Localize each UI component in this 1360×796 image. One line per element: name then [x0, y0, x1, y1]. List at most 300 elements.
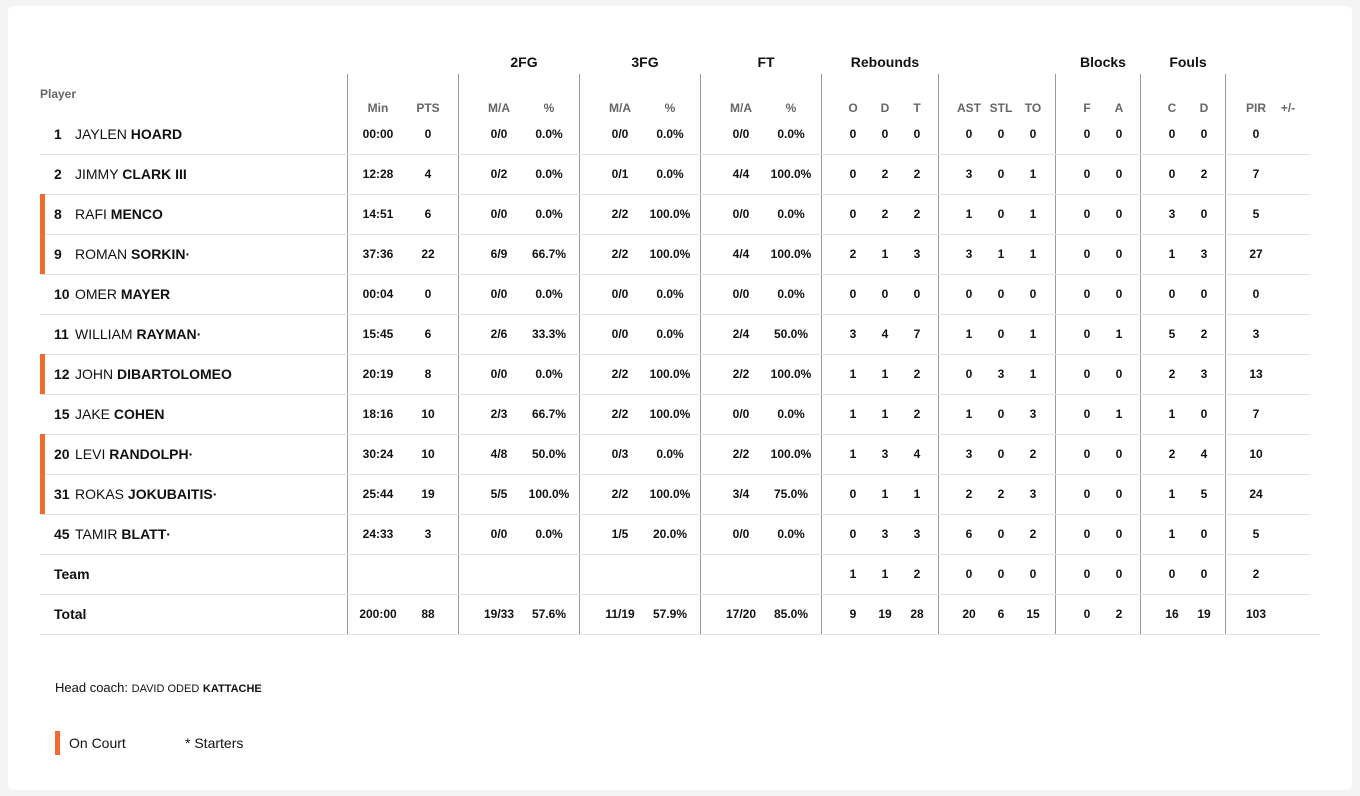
stat-cell: 1: [1115, 407, 1123, 421]
stat-cell: 20:19: [362, 367, 394, 381]
stat-cell: 20.0%: [652, 527, 688, 541]
column-header: TO: [1024, 101, 1042, 115]
stat-cell: 100.0%: [649, 487, 691, 501]
stat-cell: 11/19: [605, 607, 635, 621]
stat-cell: 2: [913, 167, 921, 181]
stat-cell: 1: [849, 407, 857, 421]
column-header: %: [543, 101, 555, 115]
stat-cell: 0/2: [490, 167, 508, 181]
stat-cell: 5: [1252, 207, 1260, 221]
stat-cell: 100.0%: [770, 447, 812, 461]
player-first-name: WILLIAM: [75, 326, 133, 342]
stat-cell: 103: [1245, 607, 1267, 621]
stat-cell: 2/2: [611, 487, 629, 501]
stat-cell: 0: [1115, 287, 1123, 301]
stat-cell: 12:28: [362, 167, 394, 181]
stat-cell: 4: [913, 447, 921, 461]
stat-cell: 0: [913, 287, 921, 301]
player-last-name: CLARK III: [122, 166, 187, 182]
stat-cell: 0.0%: [656, 287, 684, 301]
stat-cell: 2/2: [732, 447, 750, 461]
stat-cell: 2: [1029, 447, 1037, 461]
stat-cell: 7: [913, 327, 921, 341]
stat-cell: 1: [1029, 327, 1037, 341]
stat-cell: 2: [997, 487, 1005, 501]
stat-cell: 0: [1200, 127, 1208, 141]
stat-cell: 0/0: [490, 367, 508, 381]
player-column-header: Player: [40, 87, 77, 101]
stat-cell: 0: [1083, 567, 1091, 581]
player-number: 15: [54, 406, 70, 422]
stat-cell: 0.0%: [656, 447, 684, 461]
stat-cell: 2/6: [490, 327, 508, 341]
stat-cell: 0: [1083, 167, 1091, 181]
stat-cell: 0: [1115, 487, 1123, 501]
player-first-name: OMER: [75, 286, 117, 302]
stat-cell: 100.0%: [649, 247, 691, 261]
head-coach-first-name: DAVID ODED: [131, 683, 200, 695]
stat-cell: 0: [1168, 567, 1176, 581]
on-court-indicator: [40, 474, 45, 514]
stat-cell: 0.0%: [535, 527, 563, 541]
on-court-indicator: [40, 194, 45, 234]
stat-cell: 88: [421, 607, 435, 621]
stat-cell: 0: [913, 127, 921, 141]
stat-cell: 25:44: [362, 487, 394, 501]
group-header: Rebounds: [850, 54, 920, 70]
stat-cell: 0: [1168, 167, 1176, 181]
stat-cell: 27: [1249, 247, 1263, 261]
stat-cell: 19: [421, 487, 435, 501]
stat-cell: 2: [1168, 367, 1176, 381]
stat-cell: 0: [881, 287, 889, 301]
stat-cell: 0/0: [732, 127, 750, 141]
stat-cell: 3: [1029, 487, 1037, 501]
stat-cell: 3: [1252, 327, 1260, 341]
stat-cell: 0.0%: [777, 207, 805, 221]
group-header: FT: [757, 54, 775, 70]
stat-cell: 100.0%: [649, 207, 691, 221]
stat-cell: 0: [1029, 567, 1037, 581]
stat-cell: 0.0%: [656, 167, 684, 181]
stat-cell: 2: [913, 367, 921, 381]
stat-cell: 22: [421, 247, 435, 261]
on-court-indicator: [40, 434, 45, 474]
stat-cell: 0: [965, 127, 973, 141]
stat-cell: 1: [849, 447, 857, 461]
stat-cell: 57.9%: [652, 607, 688, 621]
stat-cell: 0/0: [611, 287, 629, 301]
stat-cell: 2: [1115, 607, 1123, 621]
stat-cell: 100.0%: [528, 487, 570, 501]
stat-cell: 4: [424, 167, 432, 181]
column-header: +/-: [1280, 101, 1296, 115]
column-header: PIR: [1245, 101, 1266, 115]
stat-cell: 20: [962, 607, 976, 621]
stat-cell: 0: [849, 127, 857, 141]
stat-cell: 2: [1200, 167, 1208, 181]
stat-cell: 0.0%: [535, 287, 563, 301]
stat-cell: 5/5: [490, 487, 508, 501]
stat-cell: 0: [1083, 407, 1091, 421]
player-last-name: DIBARTOLOMEO: [117, 366, 232, 382]
player-first-name: LEVI: [75, 446, 106, 462]
stat-cell: 2: [913, 567, 921, 581]
player-last-name: HOARD: [130, 126, 183, 142]
stat-cell: 15: [1026, 607, 1040, 621]
stat-cell: 2/2: [611, 407, 629, 421]
stat-cell: 10: [421, 407, 435, 421]
stat-cell: 1: [881, 567, 889, 581]
stat-cell: 0.0%: [777, 527, 805, 541]
stat-cell: 0: [1083, 487, 1091, 501]
head-coach-last-name: KATTACHE: [202, 683, 262, 695]
stat-cell: 3: [965, 167, 973, 181]
stat-cell: 3/4: [732, 487, 750, 501]
stat-cell: 00:00: [362, 127, 394, 141]
stat-cell: 14:51: [362, 207, 394, 221]
player-last-name: COHEN: [113, 406, 165, 422]
stat-cell: 0: [1083, 247, 1091, 261]
stat-cell: 1: [1029, 367, 1037, 381]
column-header: STL: [989, 101, 1013, 115]
player-number: 9: [54, 246, 62, 262]
stat-cell: 2/4: [732, 327, 750, 341]
player-last-name: SORKIN·: [131, 246, 191, 262]
stat-cell: 50.0%: [773, 327, 809, 341]
stat-cell: 0.0%: [535, 167, 563, 181]
stat-cell: 0: [1115, 527, 1123, 541]
stat-cell: 0: [1252, 287, 1260, 301]
stat-cell: 200:00: [359, 607, 397, 621]
stat-cell: 6: [965, 527, 973, 541]
stat-cell: 0: [997, 167, 1005, 181]
stat-cell: 0/0: [732, 207, 750, 221]
stat-cell: 1: [965, 407, 973, 421]
head-coach-label: Head coach:: [55, 680, 128, 695]
player-first-name: TAMIR: [75, 526, 118, 542]
player-name[interactable]: [54, 474, 217, 514]
stat-cell: 100.0%: [770, 167, 812, 181]
stat-cell: 6: [424, 207, 432, 221]
player-last-name: RANDOLPH·: [109, 446, 194, 462]
on-court-legend-swatch: [55, 731, 60, 755]
stat-cell: 100.0%: [649, 407, 691, 421]
column-header: M/A: [730, 101, 752, 115]
player-name[interactable]: [54, 154, 187, 194]
stat-cell: 6: [424, 327, 432, 341]
stat-cell: 0: [1115, 127, 1123, 141]
stat-cell: 57.6%: [531, 607, 567, 621]
stat-cell: 0: [1168, 127, 1176, 141]
stat-cell: 0: [1029, 127, 1037, 141]
player-number: 45: [54, 526, 70, 542]
stat-cell: 1: [997, 247, 1005, 261]
stat-cell: 0/0: [732, 527, 750, 541]
stat-cell: 85.0%: [773, 607, 809, 621]
stat-cell: 0.0%: [656, 127, 684, 141]
stat-cell: 1/5: [611, 527, 629, 541]
group-header: Fouls: [1169, 54, 1207, 70]
stat-cell: 50.0%: [531, 447, 567, 461]
column-header: M/A: [609, 101, 631, 115]
stat-cell: 00:04: [362, 287, 394, 301]
stat-cell: 0/0: [490, 127, 508, 141]
stat-cell: 1: [913, 487, 921, 501]
stat-cell: 0: [965, 567, 973, 581]
stat-cell: 0/0: [611, 327, 629, 341]
stat-cell: 3: [913, 527, 921, 541]
player-name[interactable]: [54, 314, 201, 354]
stat-cell: 1: [965, 207, 973, 221]
column-header: A: [1114, 101, 1124, 115]
stat-cell: 0: [997, 567, 1005, 581]
stat-cell: 0: [1083, 367, 1091, 381]
stat-cell: 0.0%: [777, 407, 805, 421]
stat-cell: 2: [849, 247, 857, 261]
stat-cell: 0: [1115, 247, 1123, 261]
player-first-name: RAFI: [75, 206, 107, 222]
stat-cell: 4: [881, 327, 889, 341]
stat-cell: 0/0: [490, 527, 508, 541]
stat-cell: 5: [1200, 487, 1208, 501]
player-number: 12: [54, 366, 70, 382]
player-name[interactable]: [54, 194, 163, 234]
player-last-name: BLATT·: [121, 526, 171, 542]
stat-cell: 7: [1252, 407, 1260, 421]
stat-cell: 1: [881, 487, 889, 501]
stat-cell: 2: [1200, 327, 1208, 341]
stat-cell: 10: [1249, 447, 1263, 461]
stat-cell: 0: [1083, 527, 1091, 541]
stat-cell: 18:16: [362, 407, 394, 421]
stat-cell: 0: [965, 367, 973, 381]
stat-cell: 0/0: [490, 287, 508, 301]
player-number: 11: [54, 326, 69, 342]
stat-cell: 0: [997, 207, 1005, 221]
stat-cell: 0: [1083, 607, 1091, 621]
stat-cell: 1: [965, 327, 973, 341]
player-first-name: JAKE: [75, 406, 111, 422]
head-coach: [55, 678, 262, 698]
stat-cell: 0: [965, 287, 973, 301]
stat-cell: 0: [1083, 447, 1091, 461]
stat-cell: 0: [1115, 447, 1123, 461]
stat-cell: 33.3%: [531, 327, 567, 341]
stat-cell: 1: [881, 247, 889, 261]
stat-cell: 0: [997, 407, 1005, 421]
stat-cell: 0/0: [732, 407, 750, 421]
column-header: AST: [957, 101, 981, 115]
stat-cell: 0: [1115, 207, 1123, 221]
stat-cell: 5: [1252, 527, 1260, 541]
on-court-indicator: [40, 354, 45, 394]
player-name[interactable]: [54, 354, 232, 394]
stat-cell: 2: [913, 407, 921, 421]
column-header: %: [785, 101, 797, 115]
stat-cell: 0: [1168, 287, 1176, 301]
stat-cell: 19: [1197, 607, 1211, 621]
starters-legend-label: * Starters: [185, 735, 244, 751]
stat-cell: 1: [1115, 327, 1123, 341]
stat-cell: 3: [997, 367, 1005, 381]
stat-cell: 100.0%: [770, 247, 812, 261]
player-last-name: JOKUBAITIS·: [127, 486, 218, 502]
player-first-name: ROMAN: [75, 246, 128, 262]
stat-cell: 0: [849, 167, 857, 181]
player-last-name: MAYER: [120, 286, 171, 302]
stat-cell: 2/2: [611, 367, 629, 381]
stat-cell: 0: [849, 527, 857, 541]
stat-cell: 0: [997, 527, 1005, 541]
stat-cell: 0: [1200, 287, 1208, 301]
stat-cell: 30:24: [362, 447, 394, 461]
column-header: D: [1199, 101, 1209, 115]
column-header: Min: [367, 101, 389, 115]
stat-cell: 1: [849, 367, 857, 381]
player-first-name: JAYLEN: [75, 126, 127, 142]
stat-cell: 3: [965, 247, 973, 261]
stat-cell: 3: [913, 247, 921, 261]
stat-cell: 0/0: [611, 127, 629, 141]
stat-cell: 10: [421, 447, 435, 461]
column-header: %: [664, 101, 676, 115]
column-header: O: [848, 101, 858, 115]
stat-cell: 4/8: [490, 447, 508, 461]
stat-cell: 7: [1252, 167, 1260, 181]
stat-cell: 0: [1252, 127, 1260, 141]
stat-cell: 0: [1115, 367, 1123, 381]
stat-cell: 4/4: [732, 247, 750, 261]
stat-cell: 0: [1083, 207, 1091, 221]
stat-cell: 0: [1200, 527, 1208, 541]
stat-cell: 2: [881, 167, 889, 181]
player-number: 2: [54, 166, 62, 182]
stat-cell: 2/3: [490, 407, 508, 421]
stat-cell: 100.0%: [649, 367, 691, 381]
stat-cell: 0.0%: [777, 127, 805, 141]
stat-cell: 19/33: [483, 607, 515, 621]
stat-cell: 17/20: [725, 607, 757, 621]
team-label: Team: [54, 566, 90, 582]
player-first-name: JIMMY: [75, 166, 119, 182]
on-court-indicator: [40, 234, 45, 274]
stat-cell: 4: [1200, 447, 1208, 461]
stat-cell: 0/1: [611, 167, 629, 181]
stat-cell: 0/0: [732, 287, 750, 301]
player-number: 20: [54, 446, 70, 462]
stat-cell: 3: [849, 327, 857, 341]
stat-cell: 0.0%: [656, 327, 684, 341]
stat-cell: 5: [1168, 327, 1176, 341]
stat-cell: 8: [424, 367, 432, 381]
stat-cell: 3: [965, 447, 973, 461]
stat-cell: 1: [1029, 167, 1037, 181]
player-name[interactable]: [54, 434, 193, 474]
stat-cell: 3: [1029, 407, 1037, 421]
stat-cell: 24:33: [362, 527, 394, 541]
on-court-legend-label: On Court: [69, 735, 126, 751]
stat-cell: 1: [881, 407, 889, 421]
player-name[interactable]: [54, 514, 171, 554]
stat-cell: 1: [1029, 247, 1037, 261]
player-number: 31: [54, 486, 70, 502]
stat-cell: 0.0%: [535, 367, 563, 381]
stat-cell: 0: [1200, 207, 1208, 221]
stat-cell: 2/2: [611, 207, 629, 221]
column-header: D: [880, 101, 890, 115]
stat-cell: 100.0%: [770, 367, 812, 381]
row-divider: [40, 634, 1320, 635]
stat-cell: 24: [1249, 487, 1263, 501]
stat-cell: 1: [1168, 247, 1176, 261]
stat-cell: 0.0%: [777, 287, 805, 301]
stat-cell: 0: [424, 127, 432, 141]
stat-cell: 0: [1083, 287, 1091, 301]
stat-cell: 0: [1083, 127, 1091, 141]
stat-cell: 0: [849, 207, 857, 221]
stat-cell: 3: [1168, 207, 1176, 221]
stat-cell: 1: [1168, 527, 1176, 541]
group-header: Blocks: [1080, 54, 1126, 70]
stat-cell: 13: [1249, 367, 1263, 381]
stat-cell: 2: [881, 207, 889, 221]
stat-cell: 16: [1165, 607, 1179, 621]
stat-cell: 0: [1115, 167, 1123, 181]
player-number: 10: [54, 286, 70, 302]
stat-cell: 19: [878, 607, 892, 621]
player-first-name: JOHN: [75, 366, 114, 382]
stat-cell: 2: [1029, 527, 1037, 541]
stat-cell: 0: [849, 287, 857, 301]
player-name[interactable]: [54, 114, 182, 154]
stat-cell: 66.7%: [531, 407, 567, 421]
stat-cell: 66.7%: [531, 247, 567, 261]
stat-cell: 0/3: [611, 447, 629, 461]
stat-cell: 0: [1029, 287, 1037, 301]
stat-cell: 2: [1168, 447, 1176, 461]
stat-cell: 1: [1029, 207, 1037, 221]
stat-cell: 0: [424, 287, 432, 301]
player-name[interactable]: [54, 394, 164, 434]
stat-cell: 0: [1115, 567, 1123, 581]
stat-cell: 2/2: [732, 367, 750, 381]
player-number: 8: [54, 206, 62, 222]
stat-cell: 3: [424, 527, 432, 541]
stat-cell: 0: [997, 447, 1005, 461]
player-last-name: MENCO: [110, 206, 163, 222]
player-first-name: ROKAS: [75, 486, 125, 502]
player-name[interactable]: [54, 234, 190, 274]
stat-cell: 0.0%: [535, 207, 563, 221]
stat-cell: 0.0%: [535, 127, 563, 141]
stat-cell: 15:45: [362, 327, 394, 341]
column-header: F: [1083, 101, 1091, 115]
stat-cell: 0: [881, 127, 889, 141]
stat-cell: 0: [849, 487, 857, 501]
stat-cell: 1: [1168, 487, 1176, 501]
column-header: C: [1167, 101, 1177, 115]
column-header: T: [913, 101, 921, 115]
player-name[interactable]: [54, 274, 170, 314]
column-header: M/A: [488, 101, 510, 115]
group-header: 2FG: [510, 54, 538, 70]
player-number: 1: [54, 126, 62, 142]
stat-cell: 0: [1200, 567, 1208, 581]
stat-cell: 75.0%: [773, 487, 809, 501]
stat-cell: 1: [881, 367, 889, 381]
stat-cell: 6/9: [490, 247, 508, 261]
